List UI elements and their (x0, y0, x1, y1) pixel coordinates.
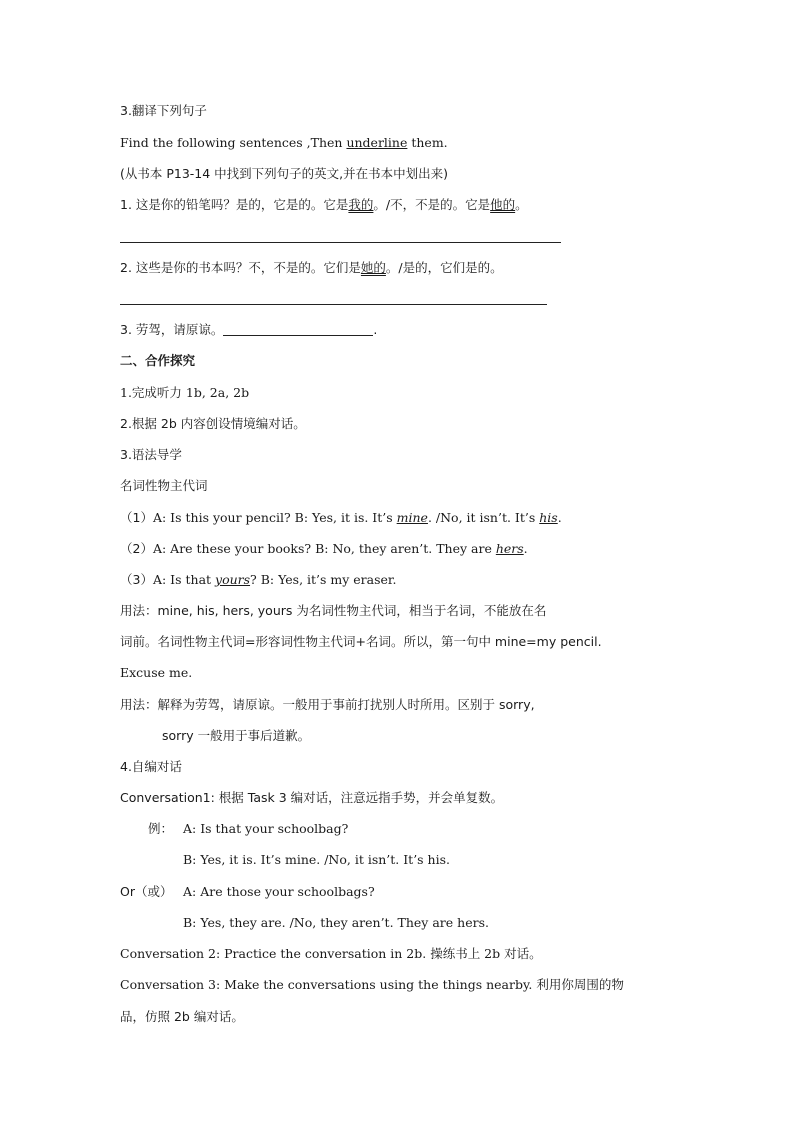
sentence-1-mine: 我的 (348, 197, 374, 212)
sentence-3 (120, 322, 377, 338)
sentence-2 (120, 260, 503, 276)
instruction-line (120, 135, 448, 151)
example-3-end: ? B: Yes, it’s my eraser. (250, 572, 397, 587)
sentence-1-his: 他的 (490, 197, 516, 212)
example-3-text: A: Is that (152, 572, 216, 587)
task-3: 3.语法导学 (120, 447, 182, 462)
instruction-text: Find the following sentences ,Then (120, 135, 347, 150)
sentence-3-text: 3. 劳驾，请原谅。 (120, 322, 224, 337)
sentence-2-end: 。/是的，它们是的。 (385, 260, 503, 275)
example-3-yours: yours (215, 572, 251, 587)
example-1-text: A: Is this your pencil? B: Yes, it is. It’s (152, 510, 397, 525)
grammar-example-1 (120, 510, 562, 526)
source-note: (从书本 P13-14 中找到下列句子的英文,并在书本中划出来) (120, 166, 449, 181)
example-2-end: . (523, 541, 528, 556)
sentence-2-text: 2. 这些是你的书本吗？不，不是的。它们是 (120, 260, 361, 275)
example-2-hers: hers (495, 541, 524, 556)
usage-1-line-1: 用法：mine, his, hers, yours 为名词性物主代词，相当于名词，不能放在名 (120, 603, 547, 618)
example-1-number: （1） (120, 510, 153, 525)
answer-line-1[interactable] (120, 242, 561, 243)
excuse-me-heading: Excuse me. (120, 665, 193, 680)
answer-line-2[interactable] (120, 304, 547, 305)
sentence-1-text: 1. 这是你的铅笔吗？是的，它是的。它是 (120, 197, 349, 212)
or-label: Or（或） (120, 884, 173, 899)
example-1-his: his (539, 510, 558, 525)
grammar-example-2 (120, 541, 528, 557)
usage-2-line-1: 用法：解释为劳驾，请原谅。一般用于事前打扰别人时所用。区别于 sorry, (120, 697, 535, 712)
section-title-translate: 3.翻译下列句子 (120, 103, 207, 118)
sentence-3-end: . (373, 322, 378, 337)
sentence-2-hers: 她的 (360, 260, 386, 275)
example-1-end: . (557, 510, 562, 525)
conversation-3-line-2: 品，仿照 2b 编对话。 (120, 1009, 244, 1024)
example-label: 例： (148, 821, 174, 836)
example-1-text-mid: . /No, it isn’t. It’s (427, 510, 540, 525)
or-line-a: A: Are those your schoolbags? (183, 884, 375, 899)
sentence-1-end: 。 (515, 197, 528, 212)
grammar-title: 名词性物主代词 (120, 478, 208, 493)
task-1: 1.完成听力 1b, 2a, 2b (120, 385, 250, 400)
part-2-title: 二、合作探究 (120, 353, 196, 368)
conversation-2: Conversation 2: Practice the conversation in 2b. 操练书上 2b 对话。 (120, 946, 542, 961)
example-line-a: A: Is that your schoolbag? (183, 821, 349, 836)
task-2: 2.根据 2b 内容创设情境编对话。 (120, 416, 306, 431)
example-1-mine: mine (396, 510, 428, 525)
example-3-number: （3） (120, 572, 153, 587)
conversation-3-line-1: Conversation 3: Make the conversations using the things nearby. 利用你周围的物 (120, 977, 624, 992)
example-2-number: （2） (120, 541, 153, 556)
sentence-1 (120, 197, 528, 213)
example-2-text: A: Are these your books? B: No, they aren’t. They are (152, 541, 496, 556)
grammar-example-3 (120, 572, 397, 588)
task-4: 4.自编对话 (120, 759, 182, 774)
usage-2-line-2: sorry 一般用于事后道歉。 (162, 728, 311, 743)
or-line-b: B: Yes, they are. /No, they aren’t. They are hers. (183, 915, 489, 930)
instruction-text-end: them. (407, 135, 448, 150)
usage-1-line-2: 词前。名词性物主代词=形容词性物主代词+名词。所以，第一句中 mine=my pencil. (120, 634, 602, 649)
sentence-1-text-mid: 。/不，不是的。它是 (373, 197, 491, 212)
answer-blank-3[interactable] (223, 323, 373, 336)
instruction-underlined-word: underline (346, 135, 408, 150)
example-line-b: B: Yes, it is. It’s mine. /No, it isn’t. It’s his. (183, 852, 450, 867)
conversation-1: Conversation1: 根据 Task 3 编对话，注意远指手势，并会单复数。 (120, 790, 504, 805)
